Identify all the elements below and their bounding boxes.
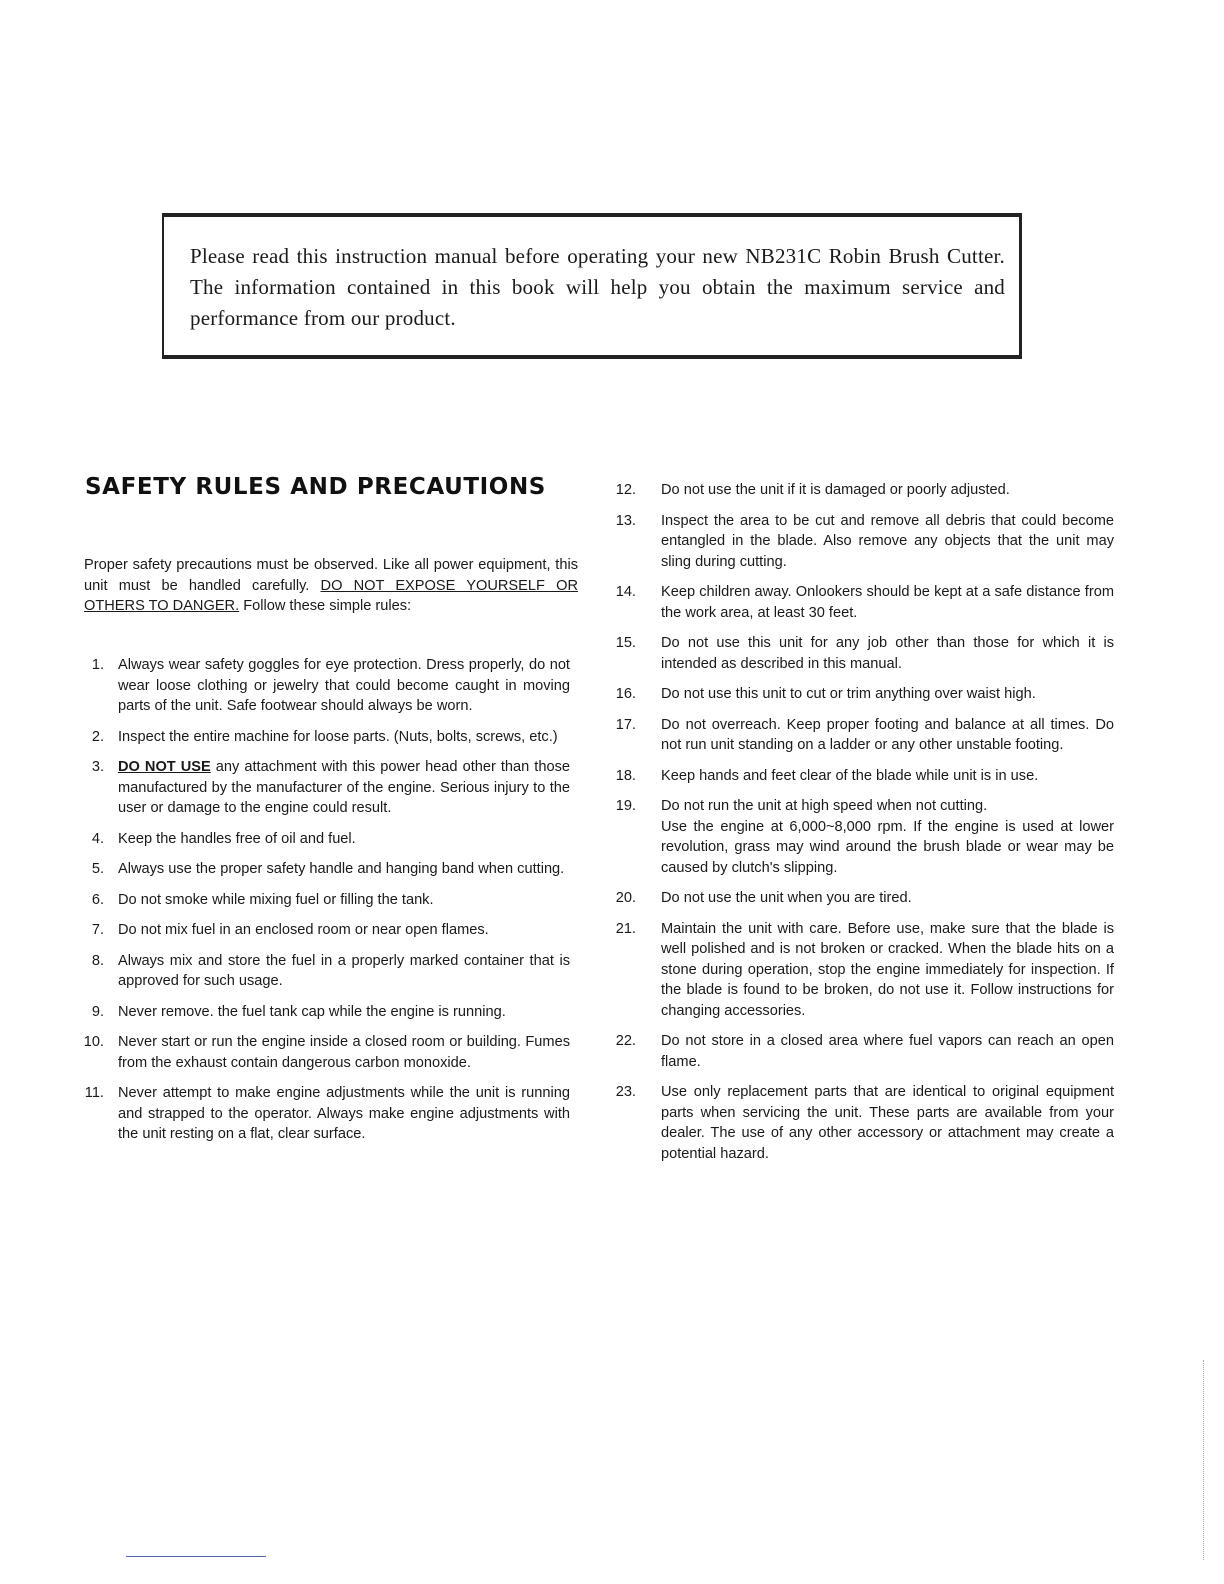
rule-text: Inspect the area to be cut and remove all debris that could become entangled in the blade. Also remove any objects that the unit may sling during cutting. (661, 512, 1114, 570)
footer-rule (126, 1556, 266, 1557)
rule-number: 13. (615, 512, 636, 529)
rule-item (80, 757, 570, 819)
rule-text: Never attempt to make engine adjustments while the unit is running and strapped to the operator. Always make engine adjustments with the unit resting on a flat, clear surface. (118, 1085, 570, 1142)
rule-item (610, 888, 1114, 909)
rule-item (610, 1031, 1114, 1072)
rule-text: Maintain the unit with care. Before use, make sure that the blade is well polished and is not broken or cracked. When the blade hits on a stone during operation, stop the engine immediately for inspection. If the blade is found to be broken, do not use it. Follow instructions for changing accessories. (661, 920, 1114, 1019)
rule-text: Do not overreach. Keep proper footing and balance at all times. Do not run unit standing on a ladder or any other unstable footing. (661, 716, 1114, 753)
rule-text: Always wear safety goggles for eye protection. Dress properly, do not wear loose clothing or jewelry that could become caught in moving parts of the unit. Safe footwear should always be worn. (118, 657, 570, 714)
rule-text: Do not store in a closed area where fuel vapors can reach an open flame. (661, 1033, 1114, 1070)
rule-number: 2. (91, 728, 104, 745)
rule-text: Always mix and store the fuel in a properly marked container that is approved for such usage. (118, 952, 570, 989)
rule-item (610, 1082, 1114, 1164)
rule-number: 1. (91, 657, 104, 673)
rule-text: Do not use this unit to cut or trim anything over waist high. (661, 686, 1036, 702)
rule-text: Keep the handles free of oil and fuel. (118, 830, 356, 847)
rule-number: 9. (91, 1003, 104, 1020)
rule-number: 16. (615, 686, 636, 702)
rule-item (80, 1083, 570, 1145)
rule-text: Always use the proper safety handle and hanging band when cutting. (118, 861, 565, 877)
rule-item (610, 633, 1114, 674)
rule-number: 8. (91, 952, 104, 969)
rule-text: Do not use this unit for any job other than those for which it is intended as described in this manual. (661, 635, 1114, 672)
rule-item (80, 890, 570, 911)
scan-edge-mark (1203, 1360, 1204, 1560)
rule-item (80, 829, 570, 850)
rule-item (610, 684, 1114, 705)
rule-emphasis: DO NOT USE (118, 759, 211, 775)
rule-text: Keep hands and feet clear of the blade while unit is in use. (661, 767, 1039, 784)
rule-text: Keep children away. Onlookers should be kept at a safe distance from the work area, at least 30 feet. (661, 584, 1114, 621)
rule-item (80, 655, 570, 717)
rule-item (80, 1032, 570, 1073)
rule-item (610, 715, 1114, 756)
rule-item (610, 480, 1114, 501)
rule-item (610, 766, 1114, 787)
rule-number: 10. (83, 1034, 104, 1050)
rule-number: 19. (615, 798, 636, 814)
rule-text: Do not run the unit at high speed when not cutting. (661, 798, 988, 814)
rule-item (610, 919, 1114, 1022)
rule-number: 23. (615, 1084, 636, 1100)
rule-item (610, 511, 1114, 573)
rule-number: 21. (615, 920, 636, 937)
rule-text: Do not use the unit if it is damaged or poorly adjusted. (661, 482, 1010, 498)
rule-number: 3. (91, 759, 104, 775)
rule-number: 4. (91, 830, 104, 847)
rule-number: 14. (615, 584, 636, 600)
rule-number: 18. (615, 767, 636, 784)
rule-text: Use only replacement parts that are identical to original equipment parts when servicing the unit. These parts are available from your dealer. The use of any other accessory or attachment may create a potential hazard. (661, 1084, 1114, 1162)
intro-warning: DO NOT EXPOSE YOURSELF OR OTHERS TO DANGER. (84, 577, 578, 614)
rule-item (80, 727, 570, 748)
rule-text: any attachment with this power head other than those manufactured by the manufacturer of the engine. Serious injury to the user or damage to the engine could result. (118, 759, 570, 816)
rules-list-left (80, 655, 570, 1155)
rule-item (80, 859, 570, 880)
rule-item (610, 582, 1114, 623)
rule-item (80, 920, 570, 941)
notice-box (162, 213, 1022, 359)
rule-text: Inspect the entire machine for loose parts. (Nuts, bolts, screws, etc.) (118, 728, 558, 745)
rule-item (610, 796, 1114, 878)
rule-text: Do not smoke while mixing fuel or filling the tank. (118, 891, 434, 908)
rule-text: Never remove. the fuel tank cap while the engine is running. (118, 1003, 506, 1020)
rule-number: 6. (91, 891, 104, 908)
rule-number: 17. (615, 716, 636, 733)
notice-text: Please read this instruction manual before operating your new NB231C Robin Brush Cutter. The information contained in this book will help you obtain the maximum service and performance from our product. (190, 244, 1005, 330)
rule-number: 12. (615, 482, 636, 498)
rule-item (80, 1002, 570, 1023)
rule-number: 15. (615, 635, 636, 651)
rule-item (80, 951, 570, 992)
rule-number: 7. (91, 922, 104, 938)
rule-number: 5. (91, 861, 104, 877)
section-heading: SAFETY RULES AND PRECAUTIONS (85, 474, 546, 500)
rule-number: 22. (615, 1033, 636, 1049)
rule-text: Never start or run the engine inside a closed room or building. Fumes from the exhaust contain dangerous carbon monoxide. (118, 1034, 570, 1071)
intro-text-end: Follow these simple rules: (239, 598, 412, 614)
intro-text: Proper safety precautions must be observed. Like all power equipment, this unit must be handled carefully. (84, 557, 578, 594)
rule-text: Do not mix fuel in an enclosed room or near open flames. (118, 922, 489, 938)
rule-number: 11. (84, 1085, 104, 1101)
rules-list-right (610, 480, 1114, 1174)
rule-text: Do not use the unit when you are tired. (661, 890, 912, 906)
rule-number: 20. (615, 890, 636, 906)
intro-paragraph (84, 555, 578, 617)
rule-text-continued: Use the engine at 6,000~8,000 rpm. If the engine is used at lower revolution, grass may wind around the brush blade or wear may be caused by clutch's slipping. (661, 818, 1114, 876)
